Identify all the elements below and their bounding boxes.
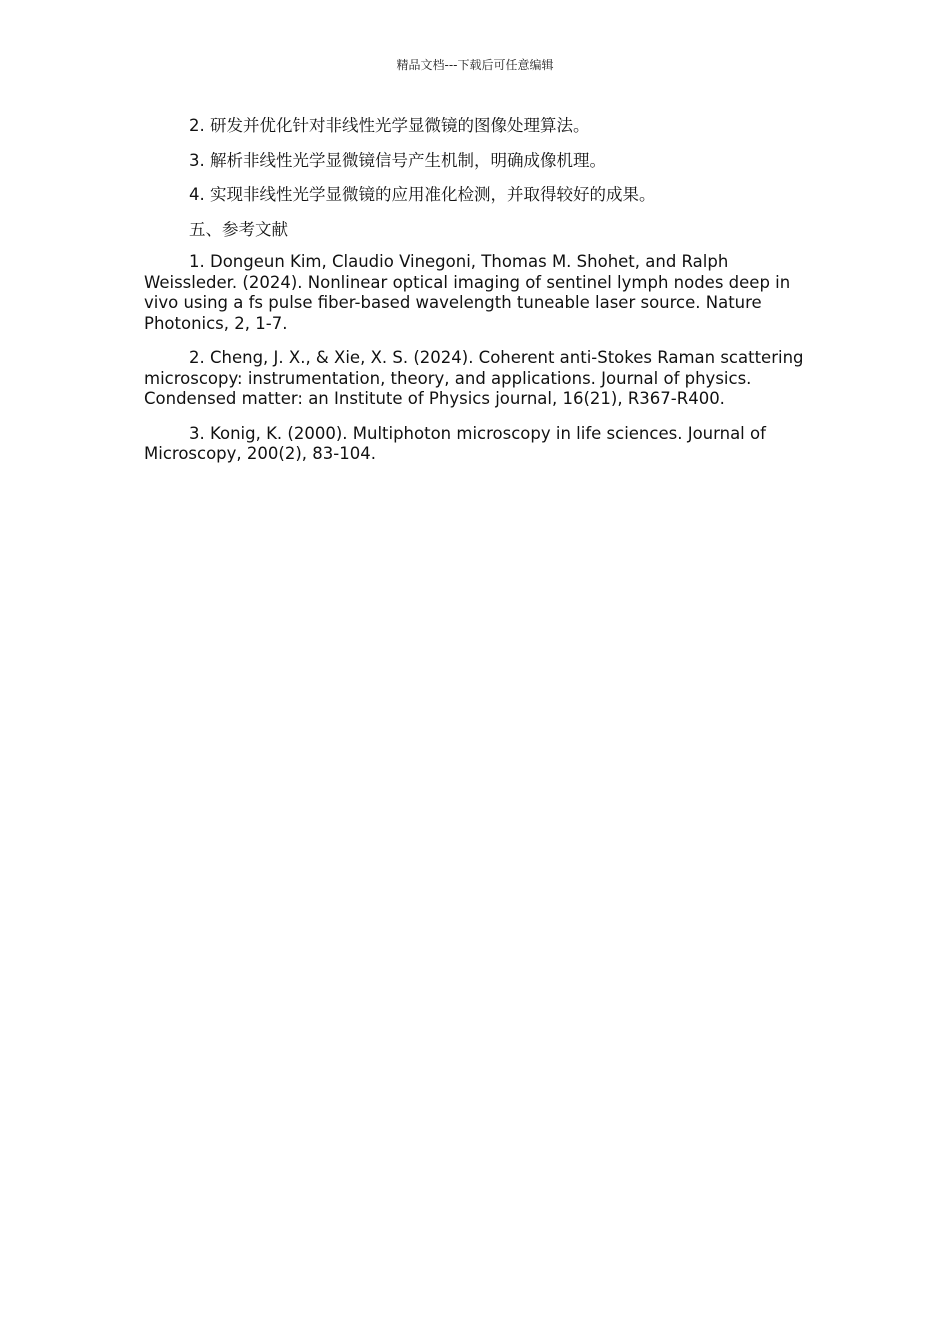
reference-item-1: 1. Dongeun Kim, Claudio Vinegoni, Thomas M. Shohet, and Ralph Weissleder. (2024). Nonlinear optical imaging of sentinel lymph nodes deep in vivo using a fs pulse fiber-based wavelength tuneable laser source. Nature Photonics, 2, 1-7. [144, 252, 791, 333]
page-header: 精品文档---下载后可任意编辑 [396, 58, 554, 72]
reference-item-3: 3. Konig, K. (2000). Multiphoton microscopy in life sciences. Journal of Microscopy, 200(2), 83-104. [144, 423, 766, 463]
reference-item-2: 2. Cheng, J. X., & Xie, X. S. (2024). Coherent anti-Stokes Raman scattering microscopy: instrumentation, theory, and applications. Journal of physics. Condensed matter: an Institute of Physics journal, 16(21), R367-R400. [144, 348, 804, 408]
outcome-item-4: 4. 实现非线性光学显微镜的应用准化检测，并取得较好的成果。 [189, 185, 656, 204]
document-body [144, 116, 810, 479]
outcome-item-2: 2. 研发并优化针对非线性光学显微镜的图像处理算法。 [189, 116, 590, 135]
references-heading: 五、参考文献 [189, 219, 288, 239]
outcome-item-3: 3. 解析非线性光学显微镜信号产生机制，明确成像机理。 [189, 150, 606, 170]
